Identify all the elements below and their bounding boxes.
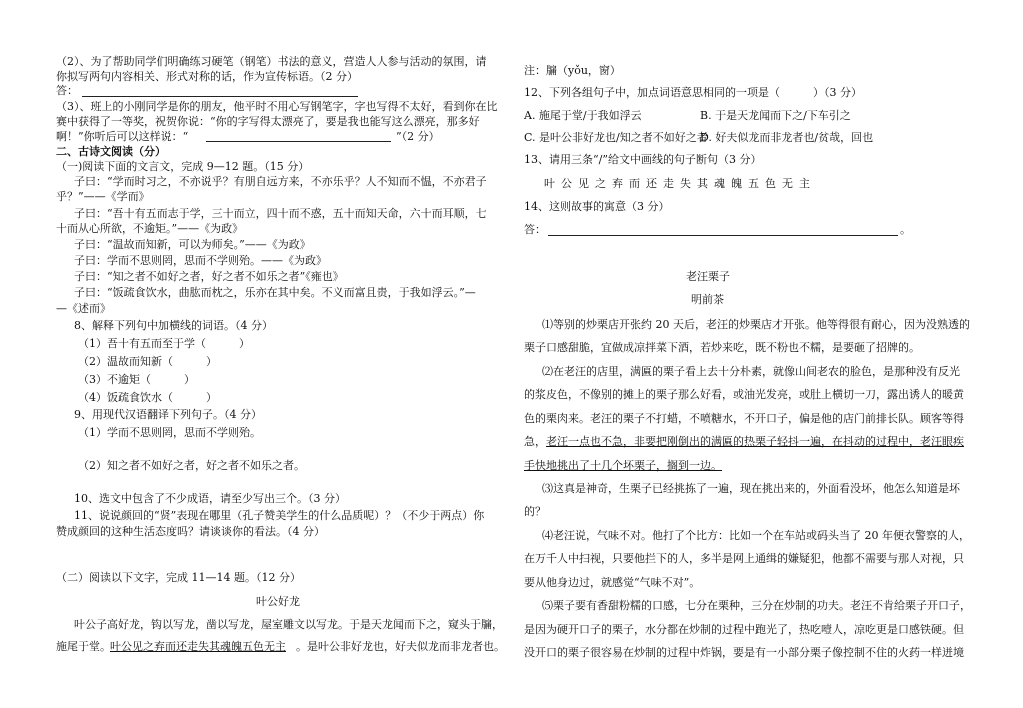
note-line: 注：牖（yǒu，窗） [524,64,621,77]
reading-two-heading: （二）阅读以下文字，完成 11—14 题。（12 分） [56,571,301,584]
section-two-heading: 二、古诗文阅读（分） [56,145,166,158]
q3-line3-end: ”（2 分） [396,130,440,143]
q8-item2: （2）温故而知新（ ） [78,355,217,368]
essay-p4-line1: ⑷老汪说，气味不对。他打了个比方：比如一个在车站或码头当了 20 年便衣警察的人， [542,529,970,542]
q3-line3: 啊！”你听后可以这样说：“ [56,130,189,143]
q3-answer-line [206,141,391,142]
q8-item3: （3）不逾矩（ ） [78,373,195,386]
q10-title: 10、选文中包含了不少成语，请至少写出三个。（3 分） [74,492,346,505]
q12-option-c: C. 是叶公非好龙也/知之者不如好之者 [524,131,708,144]
analects-4: 子曰：学而不思则罔，思而不学则殆。——《为政》 [74,254,327,267]
essay-p2-underlined-2: 手快地挑出了十几个坏栗子，搁到一边。 [524,459,722,472]
q12-option-a: A. 施尾于堂/于我如浮云 [524,109,642,122]
q8-item1: （1）吾十有五而至于学（ ） [78,337,250,350]
essay-author: 明前茶 [691,293,724,306]
q3-line1: （3）、班上的小刚同学是你的朋友，他平时不用心写钢笔字，字也写得不太好，看到你在比 [56,100,498,113]
story-line1: 叶公子高好龙，钩以写龙，凿以写龙，屋室雕文以写龙。于是天龙闻而下之，窥头于牖， [74,618,503,631]
essay-p2-line1: ⑵在老汪的店里，满匾的栗子看上去十分朴素，就像山间老农的脸色，是那种没有反光 [542,365,960,378]
q12-option-d: D. 好夫似龙而非龙者也/贫哉，回也 [700,131,874,144]
q12-option-b: B. 于是天龙闻而下之/下车引之 [700,109,851,122]
q9-item1: （1）学而不思则罔，思而不学则殆。 [78,426,261,439]
q8-title: 8、解释下列句中加横线的词语。（4 分） [74,319,273,332]
q9-item2: （2）知之者不如好之者，好之者不如乐之者。 [78,459,305,472]
reading-one-heading: （一)阅读下面的文言文，完成 9—12 题。（15 分） [56,160,310,173]
essay-p2-line3: 色的栗肉来。老汪的栗子不打蜡，不喷糖水，不开口子，偏是他的店门前排长队。顾客等得 [524,412,964,425]
q3-line2: 赛中获得了一等奖，祝贺你说：“你的字写得太漂亮了，要是我也能写这么漂亮，那多好 [56,115,480,128]
essay-p3-line2: 的？ [524,505,546,518]
q14-answer-end: 。 [900,223,911,236]
essay-p2-underlined-1: 老汪一点也不急，非要把刚倒出的满匾的热栗子轻抖一遍，在抖动的过程中，老汪眼疾 [546,435,964,448]
q14-title: 14、这则故事的寓意（3 分） [524,200,670,213]
story-line2-end: 。是叶公非好龙也，好夫似龙而非龙者也。 [296,640,505,653]
analects-5: 子曰：“知之者不如好之者，好之者不如乐之者”《雍也》 [74,270,344,283]
essay-p1-line1: ⑴等别的炒栗店开张约 20 天后，老汪的炒栗店才开张。他等得很有耐心，因为没熟透的 [542,318,970,331]
story-line2-start: 施尾于堂。 [56,640,111,653]
essay-p4-line3: 要从他身边过，就感觉“气味不对”。 [524,576,701,589]
analects-6-line1: 子曰：“饭疏食饮水，曲肱而枕之，乐亦在其中矣。不义而富且贵，于我如浮云。”— [74,286,476,299]
q13-title: 13、请用三条“/”给文中画线的句子断句（3 分） [524,153,762,166]
q11-line2: 赞成颜回的这种生活态度吗？请谈谈你的看法。（4 分） [56,525,325,538]
q12-title: 12、下列各组句子中，加点词语意思相同的一项是（ ）（3 分） [524,86,862,99]
analects-2-line2: 十而从心所欲，不逾矩。”——《为政》 [56,222,244,235]
q2-line2: 你拟写两句内容相关、形式对称的话，作为宣传标语。（2 分） [56,70,358,83]
q13-sentence: 叶公见之弃而还走失其魂魄五色无主 [544,177,816,190]
q9-title: 9、用现代汉语翻译下列句子。（4 分） [74,408,262,421]
essay-title: 老汪栗子 [686,270,730,283]
analects-1-line1: 子曰：“学而时习之，不亦说乎？有朋自远方来，不亦乐乎？人不知而不愠，不亦君子 [74,175,487,188]
essay-p3-line1: ⑶这真是神奇，生栗子已经挑拣了一遍，现在挑出来的，外面看没坏，他怎么知道是坏 [542,482,960,495]
essay-p2-line4-start: 急， [524,435,546,448]
q11-line1: 11、说说颜回的“贤”表现在哪里（孔子赞美学生的什么品质呢）？（不少于两点）你 [74,509,485,522]
q2-answer-line [82,96,358,97]
essay-p4-line2: 在万千人中扫视，只要他拦下的人，多半是网上通缉的嫌疑犯，他都不需要与那人对视，只 [524,552,964,565]
story-underlined-sentence: 叶公见之弃而还走失其魂魄五色无主 [110,640,286,653]
q14-answer-line [548,235,898,236]
essay-p2-line2: 的浆皮色，不像别的摊上的栗子那么好看，或油光发亮，或肚上横切一刀，露出诱人的暖黄 [524,388,964,401]
analects-3: 子曰：“温故而知新，可以为师矣。”——《为政》 [74,238,311,251]
essay-p5-line3: 没开口的栗子很容易在炒制的过程中炸锅，要是有一小部分栗子像控制不住的火药一样迸境 [524,646,964,659]
analects-6-line2: —《述而》 [56,302,111,315]
q8-item4: （4）饭疏食饮水（ ） [78,391,217,404]
story-title: 叶公好龙 [256,595,300,608]
q2-answer-label: 答： [56,84,78,97]
essay-p5-line1: ⑸栗子要有香甜粉糯的口感，七分在栗种，三分在炒制的功夫。老汪不肯给栗子开口子， [542,599,971,612]
analects-2-line1: 子曰：“吾十有五而志于学，三十而立，四十而不惑，五十而知天命，六十而耳顺，七 [74,207,487,220]
analects-1-line2: 乎？”——《学而》 [56,190,150,203]
essay-p1-line2: 栗子口感甜脆，宜做成凉拌菜下酒，若炒来吃，既不粉也不糯，是要砸了招牌的。 [524,341,920,354]
q14-answer-label: 答： [524,223,546,236]
essay-p5-line2: 是因为硬开口子的栗子，水分都在炒制的过程中跑光了，热吃噎人，凉吃更是口感铁硬。但 [524,623,964,636]
q2-line1: （2）、为了帮助同学们明确练习硬笔（钢笔）书法的意义，营造人人参与活动的氛围，请 [56,55,487,68]
